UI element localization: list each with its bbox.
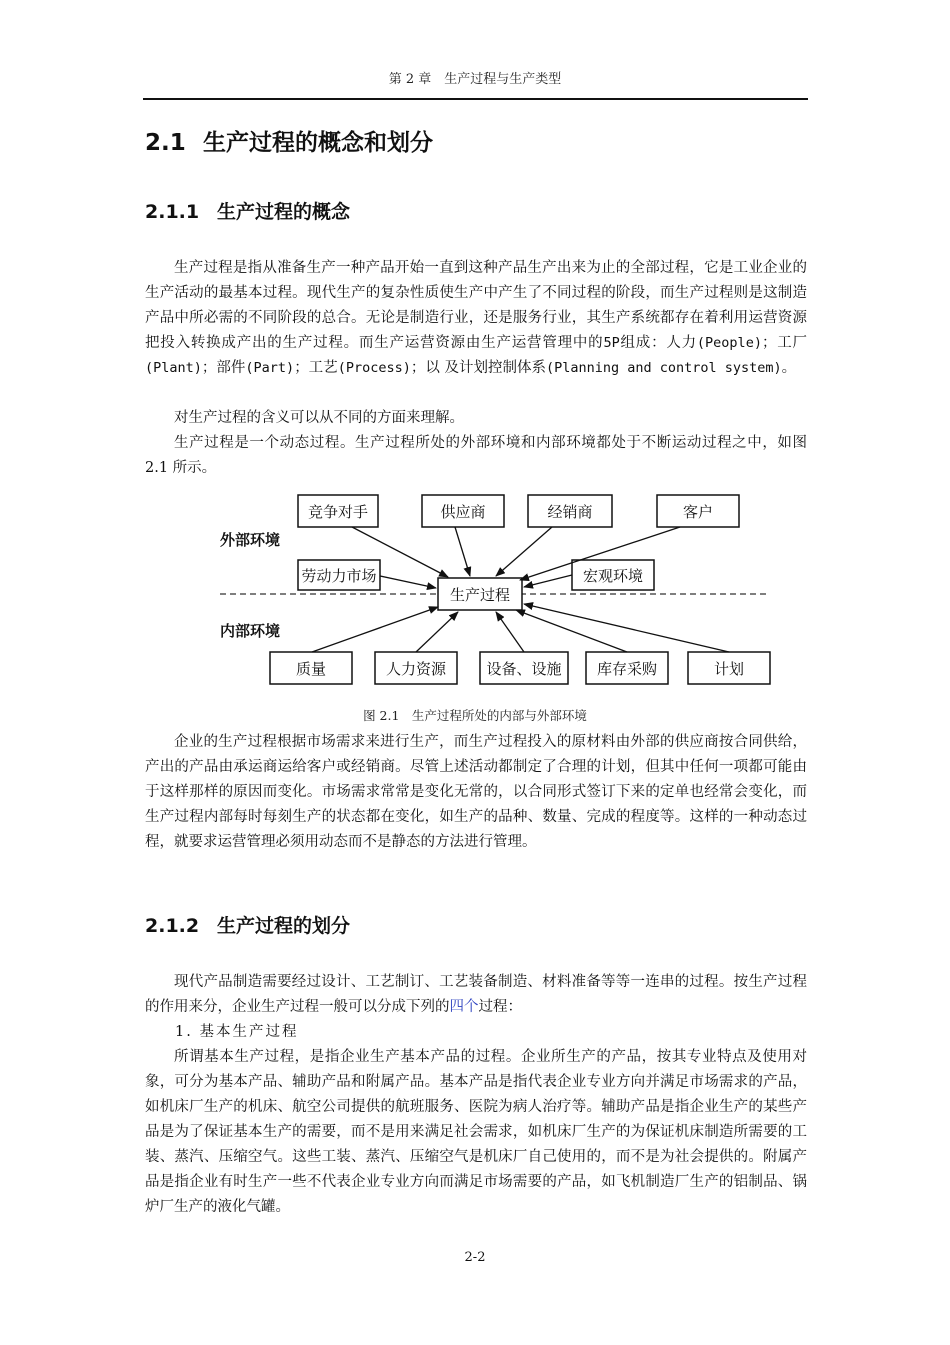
paragraph-3: 生产过程是一个动态过程。生产过程所处的外部环境和内部环境都处于不断运动过程之中，如图 2.1 所示。 xyxy=(145,435,807,476)
external-label: 外部环境 xyxy=(220,531,281,549)
list-item-basic-process: 1. 基本生产过程 xyxy=(175,1024,299,1040)
arrow-plan xyxy=(524,604,729,652)
arrow-distributor xyxy=(496,527,552,576)
page-number: 2-2 xyxy=(464,1250,486,1265)
box-plan-label: 计划 xyxy=(713,660,745,678)
box-customer-label: 客户 xyxy=(682,503,714,521)
paragraph-1 xyxy=(145,256,807,381)
paragraph-6: 所谓基本生产过程，是指企业生产基本产品的过程。企业所生产的产品，按其专业特点及使用对象，可分为基本产品、辅助产品和附属产品。基本产品是指代表企业专业方向并满足市场需求的产品，如机床厂生产的机床、航空公司提供的航班服务、医院为病人治疗等。辅助产品是指企业生产的某些产品是为了保证基本生产的需要，而不是用来满足社会需求，如机床厂生产的为保证机床制造所需要的工装、蒸汽、压缩空气。这些工装、蒸汽、压缩空气是机床厂自己使用的，而不是为社会提供的。附属产品是指企业有时生产一些不代表企业专业方向而满足市场需要的产品，如飞机制造厂生产的铝制品、锅炉厂生产的液化气罐。 xyxy=(145,1049,807,1215)
text-run: 5P xyxy=(603,335,620,351)
figure-2-1 xyxy=(0,480,950,710)
text-run: (Part) xyxy=(245,360,295,376)
header-rule xyxy=(143,98,808,100)
subsection-title: 生产过程的划分 xyxy=(217,915,351,937)
box-production-process-label: 生产过程 xyxy=(449,586,511,604)
section-number: 2.1 xyxy=(145,130,186,156)
paragraph-5 xyxy=(145,970,807,1020)
internal-label: 内部环境 xyxy=(220,622,281,640)
paragraph-2: 对生产过程的含义可以从不同的方面来理解。 xyxy=(174,410,464,426)
arrow-labor-market xyxy=(380,576,436,588)
box-supplier-label: 供应商 xyxy=(440,503,486,521)
box-distributor-label: 经销商 xyxy=(547,503,593,521)
text-run: ；工厂 xyxy=(761,335,808,351)
subsection-number: 2.1.1 xyxy=(145,201,200,223)
box-quality-label: 质量 xyxy=(295,660,327,678)
text-run: (Planning and control system) xyxy=(545,360,782,376)
figure-caption: 图 2.1 生产过程所处的内部与外部环境 xyxy=(363,708,587,723)
arrow-quality xyxy=(312,607,438,652)
box-human-resources-label: 人力资源 xyxy=(385,660,447,678)
text-run: 生产过程是指从准备生产一种产品开始一直到这种产品生产出来为止的全部过程，它是工业企业的生产活动的最基本过程。现代生产的复杂性质使生产中产生了不同过程的阶段，而生产过程则是这制造产品中所必需的不同阶段的总合。无论是制造行业，还是服务行业，其生产系统都存在着利用运营资源把投入转换成产出的生产过程。而生产运营资源由生产运营管理中的 xyxy=(145,260,807,351)
text-run: (Process) xyxy=(337,360,411,376)
link-four[interactable]: 四个 xyxy=(449,999,479,1015)
text-run: (Plant) xyxy=(145,360,202,376)
arrow-equipment xyxy=(496,612,524,652)
subsection-heading-1 xyxy=(145,197,350,224)
arrow-inventory xyxy=(516,610,627,652)
text-run: ；部件 xyxy=(201,360,246,376)
box-equipment-label: 设备、设施 xyxy=(486,660,562,678)
text-run: 现代产品制造需要经过设计、工艺制订、工艺装备制造、材料准备等等一连串的过程。按生产过程的作用来分，企业生产过程一般可以分成下列的 xyxy=(145,974,807,1015)
arrow-supplier xyxy=(455,527,470,576)
section-title: 生产过程的概念和划分 xyxy=(203,130,433,156)
box-inventory-label: 库存采购 xyxy=(596,660,658,678)
environment-diagram xyxy=(0,480,950,710)
box-labor-market-label: 劳动力市场 xyxy=(301,567,377,585)
text-run: ；以 及计划控制体系 xyxy=(410,360,546,376)
text-run: (People) xyxy=(696,335,762,351)
text-run: ；工艺 xyxy=(294,360,338,376)
paragraph-4: 企业的生产过程根据市场需求来进行生产，而生产过程投入的原材料由外部的供应商按合同供给，产出的产品由承运商运给客户或经销商。尽管上述活动都制定了合理的计划，但其中任何一项都可能由于这样那样的原因而变化。市场需求常常是变化无常的，以合同形式签订下来的定单也经常会变化，而生产过程内部每时每刻生产的状态都在变化，如生产的品种、数量、完成的程度等。这样的一种动态过程，就要求运营管理必须用动态而不是静态的方法进行管理。 xyxy=(145,734,807,850)
box-competitor-label: 竞争对手 xyxy=(307,503,369,521)
subsection-heading-2 xyxy=(145,911,350,938)
box-macro-environment-label: 宏观环境 xyxy=(582,567,644,585)
text-run: 过程： xyxy=(478,999,522,1015)
subsection-number: 2.1.2 xyxy=(145,915,200,937)
running-header: 第 2 章 生产过程与生产类型 xyxy=(388,72,562,87)
subsection-title: 生产过程的概念 xyxy=(217,201,351,223)
arrow-human-resources xyxy=(416,612,458,652)
section-heading xyxy=(145,124,433,157)
text-run: 组成：人力 xyxy=(619,335,697,351)
text-run: 。 xyxy=(781,360,797,376)
